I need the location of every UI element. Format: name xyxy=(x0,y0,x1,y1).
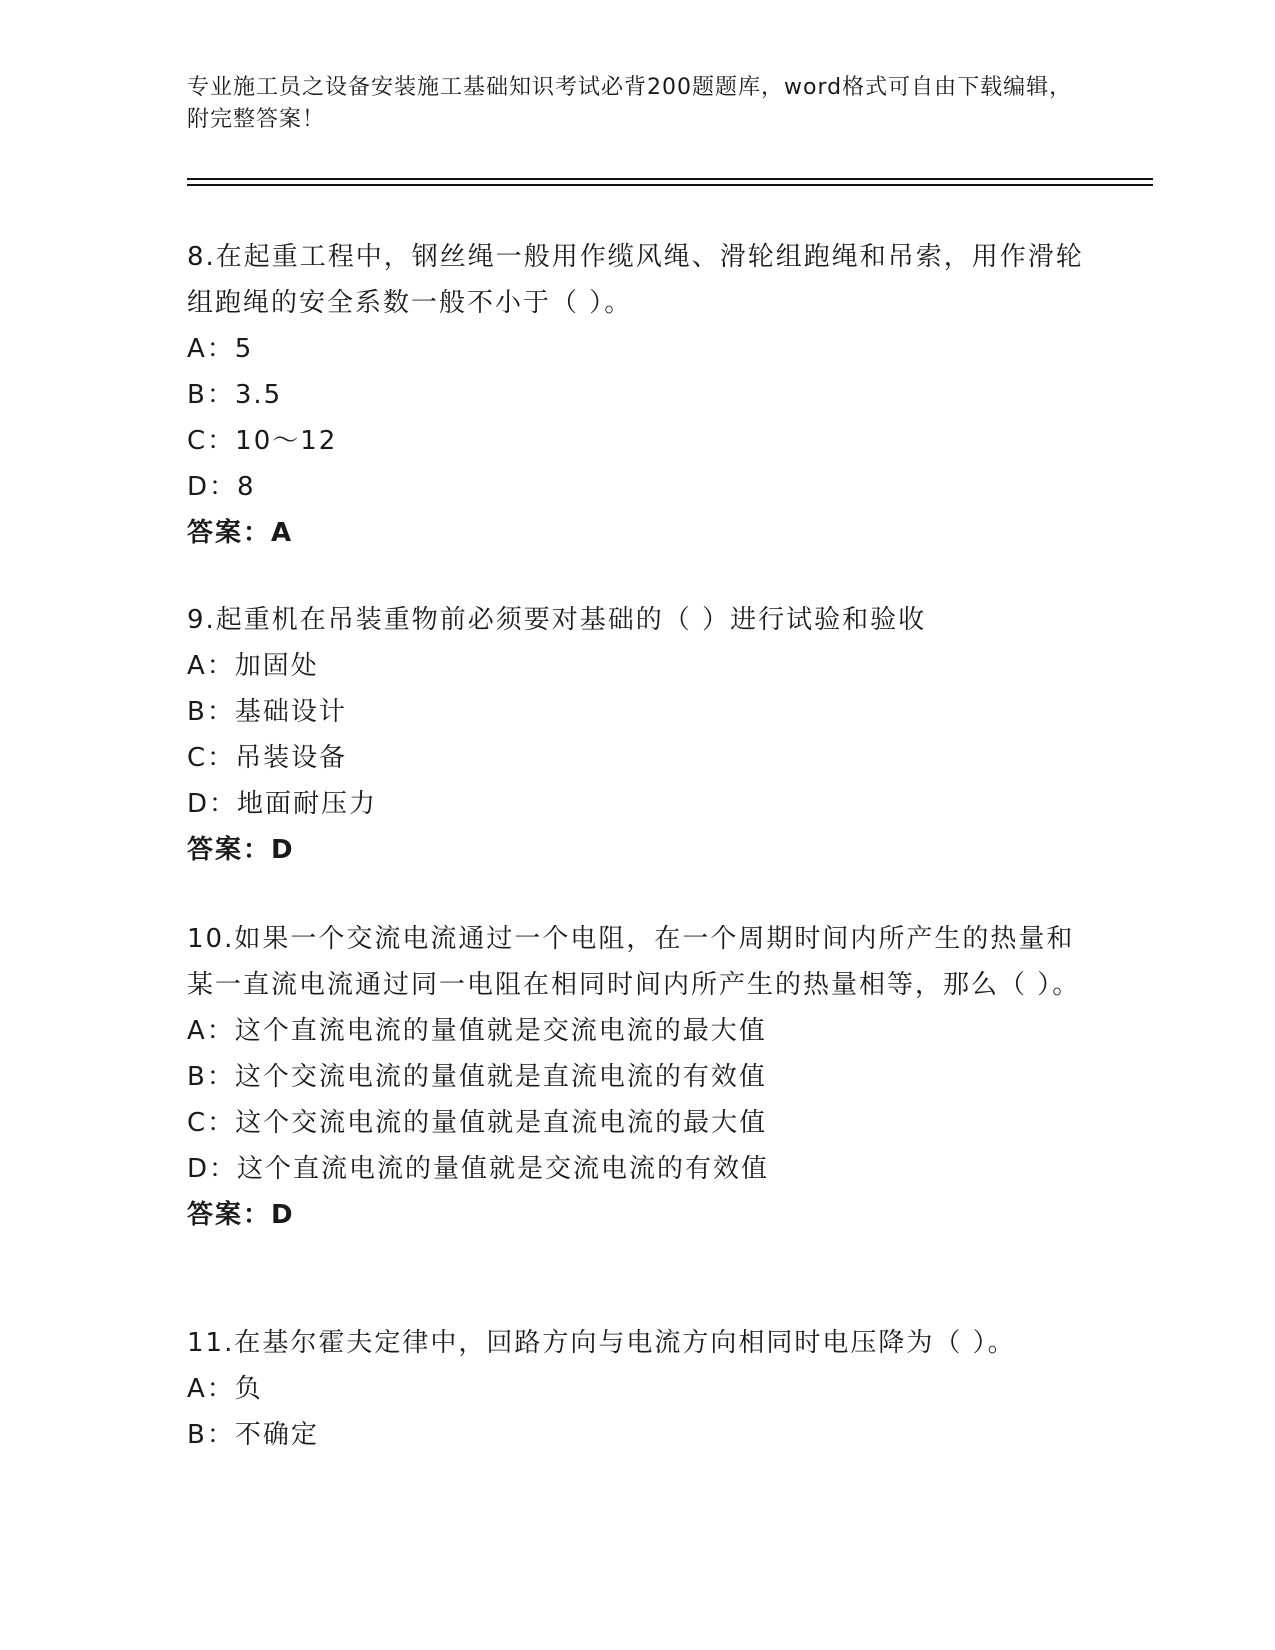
option-a: A：这个直流电流的量值就是交流电流的最大值 xyxy=(187,1016,767,1046)
answer: 答案：D xyxy=(187,1200,295,1230)
question-stem: 11.在基尔霍夫定律中，回路方向与电流方向相同时电压降为（ ）。 xyxy=(187,1328,1016,1358)
option-c: C：吊装设备 xyxy=(187,743,348,773)
question-10 xyxy=(187,916,1087,1238)
option-b: B：不确定 xyxy=(187,1420,319,1450)
document-header: 专业施工员之设备安装施工基础知识考试必背200题题库，word格式可自由下载编辑，附完整答案！ xyxy=(187,75,1073,132)
question-11 xyxy=(187,1320,1087,1458)
question-stem: 9.起重机在吊装重物前必须要对基础的（ ）进行试验和验收 xyxy=(187,605,927,635)
question-8 xyxy=(187,234,1087,556)
header-divider-bottom xyxy=(187,184,1153,186)
option-a: A：负 xyxy=(187,1374,263,1404)
question-9 xyxy=(187,597,1087,873)
option-a: A：5 xyxy=(187,334,254,364)
option-c: C：这个交流电流的量值就是直流电流的最大值 xyxy=(187,1108,768,1138)
option-d: D：8 xyxy=(187,472,256,502)
option-d: D：这个直流电流的量值就是交流电流的有效值 xyxy=(187,1154,770,1184)
option-b: B：基础设计 xyxy=(187,697,347,727)
option-b: B：这个交流电流的量值就是直流电流的有效值 xyxy=(187,1062,767,1092)
option-c: C：10～12 xyxy=(187,426,338,456)
question-stem: 8.在起重工程中，钢丝绳一般用作缆风绳、滑轮组跑绳和吊索，用作滑轮组跑绳的安全系数一般不小于（ ）。 xyxy=(187,242,1084,318)
answer: 答案：D xyxy=(187,835,295,865)
option-d: D：地面耐压力 xyxy=(187,789,378,819)
question-stem: 10.如果一个交流电流通过一个电阻，在一个周期时间内所产生的热量和某一直流电流通过同一电阻在相同时间内所产生的热量相等，那么（ ）。 xyxy=(187,924,1081,1000)
answer: 答案：A xyxy=(187,518,294,548)
header-divider-top xyxy=(187,178,1153,180)
option-a: A：加固处 xyxy=(187,651,319,681)
option-b: B：3.5 xyxy=(187,380,283,410)
